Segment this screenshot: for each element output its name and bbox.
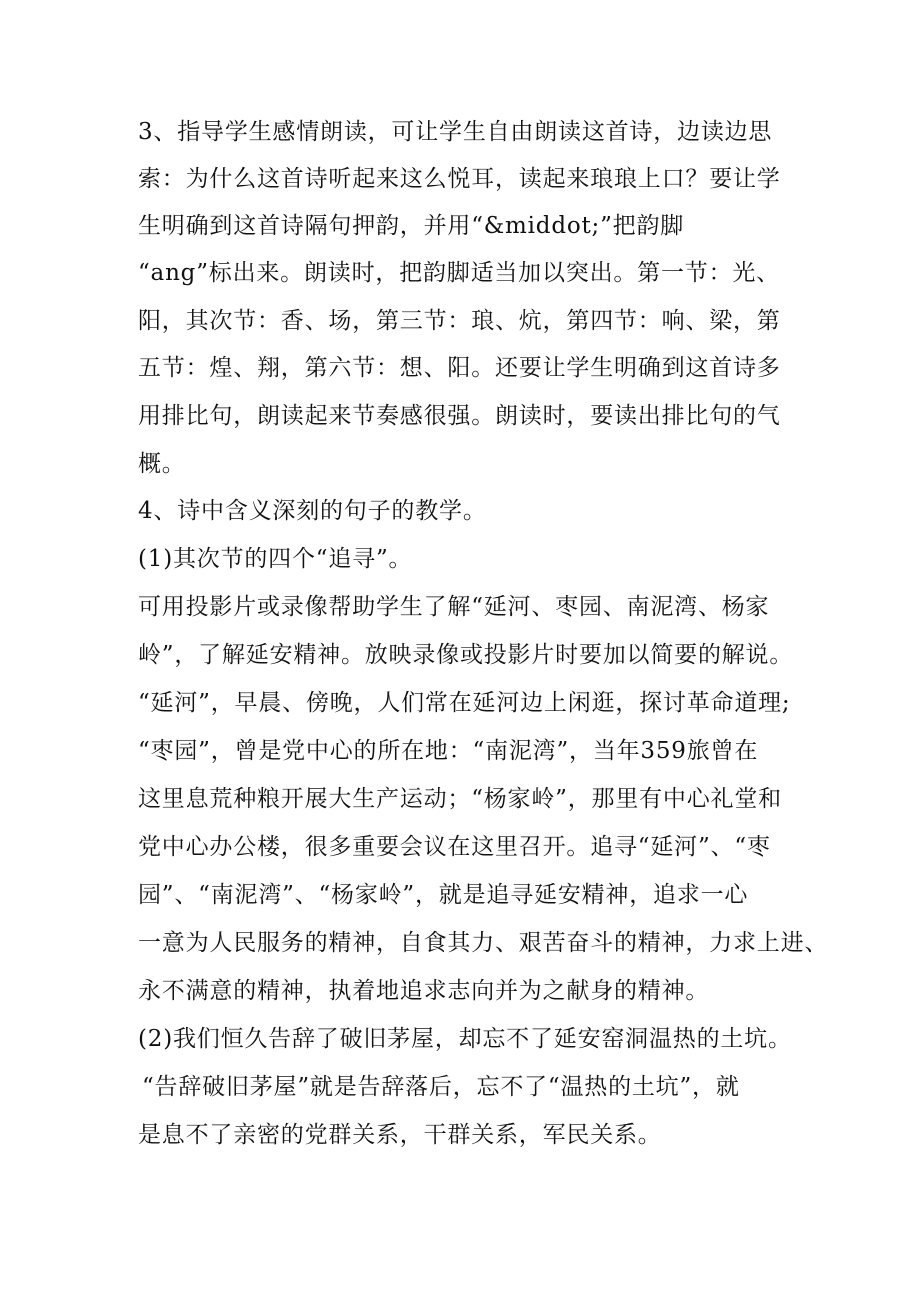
text-line-9: 4、诗中含义深刻的句子的教学。 [138,498,487,524]
text-line-1: 3、指导学生感情朗读，可让学生自由朗读这首诗，边读边思 [138,119,773,145]
text-line-19: 永不满意的精神，执着地追求志向并为之献身的精神。 [138,978,710,1004]
text-line-3: 生明确到这首诗隔句押韵，并用“&middot;”把韵脚 [138,213,685,239]
text-line-12: 岭”，了解延安精神。放映录像或投影片时要加以简要的解说。 [138,642,794,668]
text-line-20: (2)我们恒久告辞了破旧茅屋，却忘不了延安窑洞温热的土坑。 [138,1026,792,1052]
text-line-14: “枣园”，曾是党中心的所在地：“南泥湾”，当年359旅曾在 [138,738,759,764]
text-line-17: 园”、“南泥湾”、“杨家岭”，就是追寻延安精神，追求一心 [138,882,749,908]
text-line-13: “延河”，早晨、傍晚，人们常在延河边上闲逛，探讨革命道理; [138,690,791,716]
text-line-18: 一意为人民服务的精神，自食其力、艰苦奋斗的精神，力求上进、 [138,930,829,956]
text-line-7: 用排比句，朗读起来节奏感很强。朗读时，要读出排比句的气 [138,403,781,429]
text-line-11: 可用投影片或录像帮助学生了解“延河、枣园、南泥湾、杨家 [138,594,770,620]
text-line-8: 概。 [138,451,186,477]
text-line-16: 党中心办公楼，很多重要会议在这里召开。追寻“延河”、“枣 [138,834,771,860]
text-line-6: 五节：煌、翔，第六节：想、阳。还要让学生明确到这首诗多 [138,355,781,381]
text-line-15: 这里息荒种粮开展大生产运动；“杨家岭”，那里有中心礼堂和 [138,786,782,812]
text-line-10: (1)其次节的四个“追寻”。 [138,546,413,572]
text-line-5: 阳，其次节：香、场，第三节：琅、炕，第四节：响、梁，第 [138,308,781,334]
text-line-4: “ang”标出来。朗读时，把韵脚适当加以突出。第一节：光、 [138,260,780,286]
text-line-2: 索：为什么这首诗听起来这么悦耳，读起来琅琅上口？要让学 [138,166,781,192]
text-line-22: 是息不了亲密的党群关系，干群关系，军民关系。 [138,1122,662,1148]
text-line-21: “告辞破旧茅屋”就是告辞落后，忘不了“温热的土坑”，就 [142,1074,740,1100]
